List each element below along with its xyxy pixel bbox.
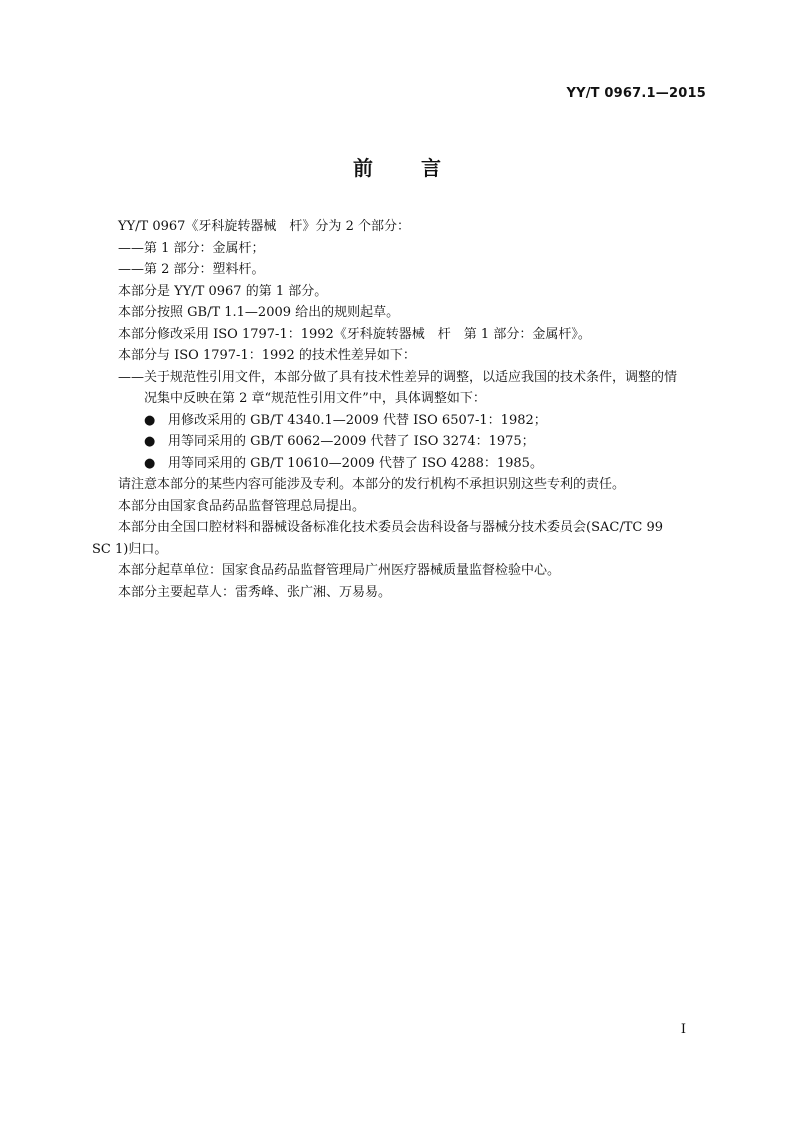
paragraph-drafters: 本部分主要起草人：雷秀峰、张广湘、万易易。 [118, 584, 392, 600]
bullet-text: 用等同采用的 GB/T 6062—2009 代替了 ISO 3274：1975； [168, 434, 535, 449]
paragraph-patent-notice: 请注意本部分的某些内容可能涉及专利。本部分的发行机构不承担识别这些专利的责任。 [118, 477, 626, 492]
bullet-text: 用等同采用的 GB/T 10610—2009 代替了 ISO 4288：1985。 [168, 455, 543, 471]
bullet-item [92, 410, 706, 432]
bullet-icon: ● [144, 434, 156, 449]
paragraph-line: 本部分由全国口腔材料和器械设备标准化技术委员会齿科设备与器械分技术委员会(SAC/TC 99 [118, 520, 663, 535]
paragraph-adoption: 本部分修改采用 ISO 1797-1：1992《牙科旋转器械 杆 第 1 部分：金属杆》。 [118, 326, 591, 342]
list-item-line: 况集中反映在第 2 章“规范性引用文件”中，具体调整如下： [144, 391, 486, 406]
paragraph-parts-intro: YY/T 0967《牙科旋转器械 杆》分为 2 个部分： [118, 219, 410, 234]
list-item-part-1: ——第 1 部分：金属杆； [118, 240, 265, 256]
paragraph-proposer: 本部分由国家食品药品监督管理总局提出。 [118, 498, 366, 514]
bullet-item [92, 453, 706, 475]
paragraph-technical-committee [92, 517, 706, 560]
page-number: I [680, 1022, 686, 1037]
bullet-text: 用修改采用的 GB/T 4340.1—2009 代替 ISO 6507-1：1982； [168, 412, 547, 428]
bullet-icon: ● [144, 412, 156, 428]
paragraph-drafting-rules: 本部分按照 GB/T 1.1—2009 给出的规则起草。 [118, 305, 400, 320]
foreword-body [92, 216, 706, 603]
page-title: 前言 [353, 156, 489, 180]
list-item-normative-references [92, 367, 706, 410]
list-item-part-2: ——第 2 部分：塑料杆。 [118, 262, 265, 277]
paragraph-line: SC 1)归口。 [92, 541, 168, 557]
paragraph-differences-intro: 本部分与 ISO 1797-1：1992 的技术性差异如下： [118, 348, 416, 363]
standard-code: YY/T 0967.1—2015 [566, 86, 706, 101]
paragraph-drafting-unit: 本部分起草单位：国家食品药品监督管理局广州医疗器械质量监督检验中心。 [118, 563, 561, 578]
list-item-line: ——关于规范性引用文件，本部分做了具有技术性差异的调整，以适应我国的技术条件，调整的情 [118, 369, 678, 385]
bullet-icon: ● [144, 455, 156, 471]
paragraph-this-part: 本部分是 YY/T 0967 的第 1 部分。 [118, 283, 328, 299]
bullet-item [92, 431, 706, 453]
